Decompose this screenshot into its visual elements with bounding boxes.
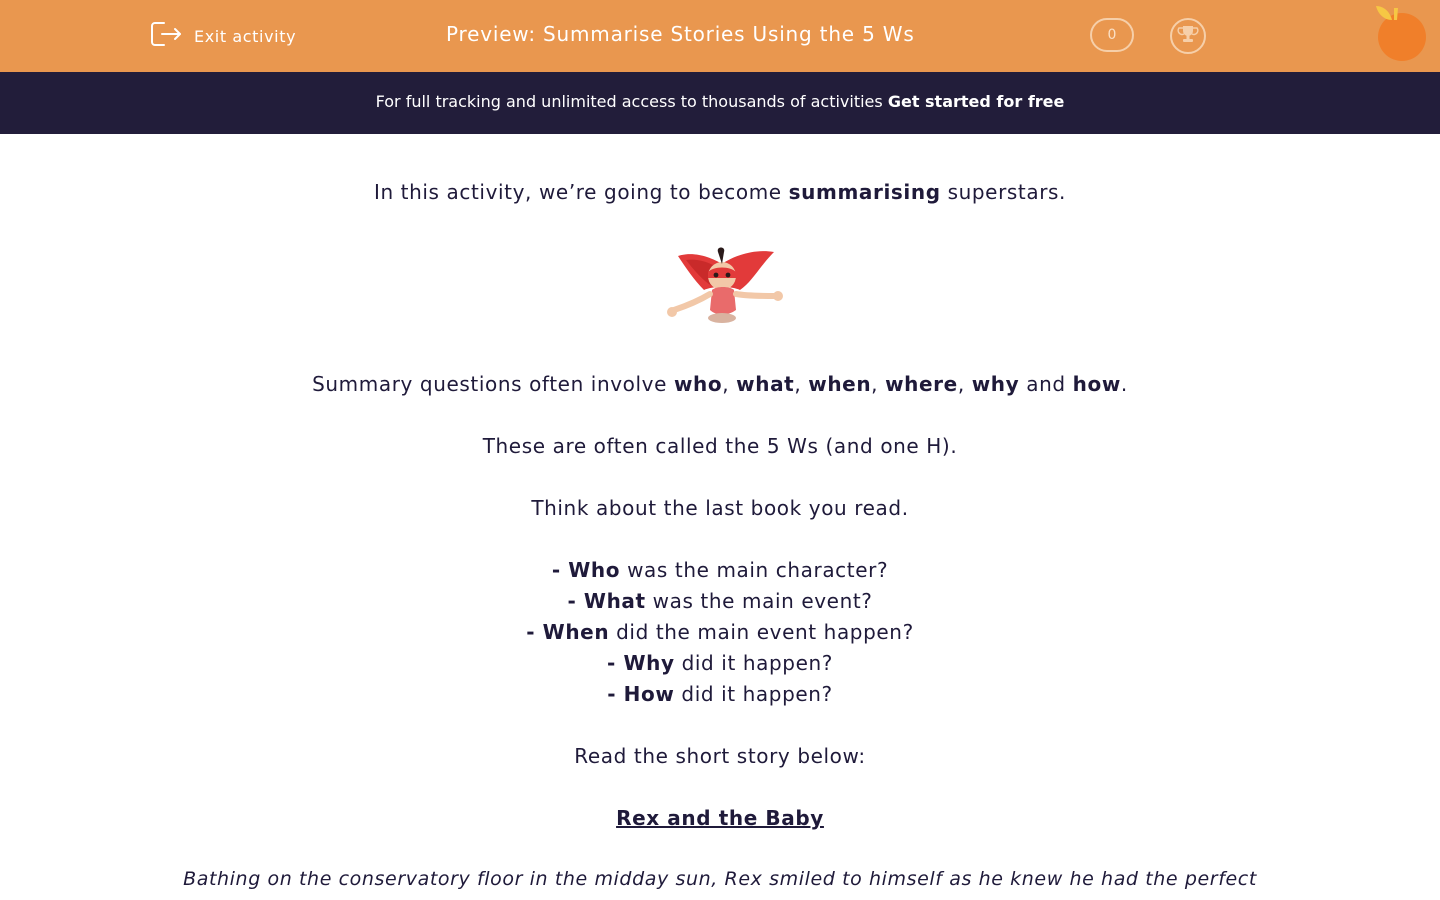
story-title: Rex and the Baby	[616, 806, 824, 830]
logo-icon	[1370, 4, 1430, 62]
question-what: - What was the main event?	[567, 589, 873, 613]
story-text: Bathing on the conservatory floor in the midday sun, Rex smiled to himself as he knew he had the perfect	[183, 868, 1257, 890]
promo-banner	[0, 72, 1440, 134]
summary-questions-text: Summary questions often involve who, what, when, where, why and how.	[312, 372, 1128, 396]
question-how: - How did it happen?	[607, 682, 833, 706]
exit-activity-button[interactable]	[150, 20, 296, 52]
question-when: - When did the main event happen?	[526, 620, 914, 644]
question-who: - Who was the main character?	[551, 558, 889, 582]
top-bar	[0, 0, 1440, 72]
exit-icon	[150, 19, 184, 53]
question-why: - Why did it happen?	[607, 651, 833, 675]
promo-text: For full tracking and unlimited access to thousands of activities	[375, 92, 888, 111]
trophy-button[interactable]	[1170, 18, 1206, 54]
read-story-text: Read the short story below:	[574, 744, 866, 768]
superhero-child-image	[656, 246, 788, 330]
trophy-icon	[1177, 24, 1199, 48]
score-badge: 0	[1090, 18, 1134, 52]
intro-text: In this activity, we’re going to become summarising superstars.	[373, 180, 1067, 204]
five-ws-text: These are often called the 5 Ws (and one H).	[482, 434, 958, 458]
think-text: Think about the last book you read.	[531, 496, 909, 520]
exit-activity-label: Exit activity	[194, 26, 297, 46]
page-title: Preview: Summarise Stories Using the 5 Ws	[446, 22, 915, 46]
get-started-link[interactable]: Get started for free	[887, 92, 1065, 111]
